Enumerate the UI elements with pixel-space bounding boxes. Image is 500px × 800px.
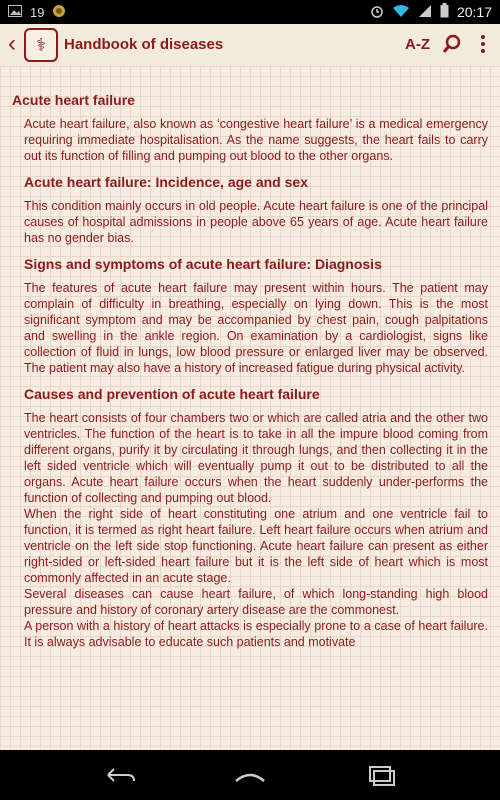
app-title: Handbook of diseases bbox=[64, 36, 224, 53]
nav-back-icon[interactable] bbox=[100, 763, 140, 787]
article-section-causes bbox=[24, 386, 488, 650]
article-section-diagnosis bbox=[24, 256, 488, 376]
a-z-index-button[interactable]: A-Z bbox=[405, 36, 430, 53]
article bbox=[12, 92, 488, 650]
signal-icon bbox=[418, 4, 432, 21]
overflow-menu-icon[interactable] bbox=[478, 33, 488, 55]
clock: 20:17 bbox=[456, 4, 492, 20]
status-bar bbox=[0, 0, 500, 24]
gallery-notification-icon bbox=[8, 5, 22, 20]
app-logo[interactable] bbox=[24, 28, 58, 62]
article-scroll-area[interactable] bbox=[0, 66, 500, 750]
article-title: Acute heart failure bbox=[12, 92, 135, 108]
wifi-icon bbox=[392, 4, 410, 21]
temperature-badge: 19 bbox=[30, 5, 45, 20]
article-paragraph: Several diseases can cause heart failure, of which long-standing high blood pressure and history of coronary artery disease are the commonest. bbox=[24, 587, 488, 617]
nav-home-icon[interactable] bbox=[230, 763, 270, 787]
article-paragraph: When the right side of heart constituting one atrium and one ventricle fail to function, it is termed as right heart failure. Left heart failure occurs when atrium and ventricle on the left side stop functioning. Acute heart failure can present as either right-sided or left-sided heart failure but it is the left side of heart which is most commonly affected in an acute stage. bbox=[24, 507, 488, 585]
back-chevron-icon[interactable]: ‹ bbox=[8, 30, 16, 57]
app-bar bbox=[0, 24, 500, 67]
system-navigation-bar bbox=[0, 750, 500, 800]
article-paragraph: The heart consists of four chambers two or which are called atria and the other two ventricles. The function of the heart is to take in all the impure blood coming from different organs, purify it by circulating it through lungs, and then collecting it in the left sided ventricle which will eventually pump it out to be distributed to all the organs. Acute heart failure occurs when the heart suddenly under-performs the function of collecting and pumping out blood. bbox=[24, 411, 488, 505]
article-paragraph: Acute heart failure, also known as ‘congestive heart failure’ is a medical emergency requiring immediate hospitalisation. As the name suggests, the heart fails to carry out its function of filling and pumping out blood to the other organs. bbox=[24, 117, 488, 163]
article-section-intro bbox=[24, 116, 488, 164]
caduceus-icon: ⚕ bbox=[36, 34, 46, 55]
article-paragraph: The features of acute heart failure may present within hours. The patient may complain of difficulty in breathing, especially on lying down. This is the most significant symptom and may be accompanied by chest pain, cough palpitations and swelling in the ankle region. On examination by a cardiologist, signs like collection of fluid in lungs, low blood pressure or enlarged liver may be observed. The patient may also have a history of increased fatigue during physical activity. bbox=[24, 281, 488, 375]
section-heading: Signs and symptoms of acute heart failure: Diagnosis bbox=[24, 256, 382, 272]
article-paragraph: A person with a history of heart attacks is especially prone to a case of heart failure. It is always advisable to educate such patients and motivate bbox=[24, 619, 488, 649]
alarm-icon bbox=[370, 4, 384, 21]
article-section-incidence bbox=[24, 174, 488, 246]
search-icon[interactable] bbox=[442, 33, 464, 55]
article-paragraph: This condition mainly occurs in old people. Acute heart failure is one of the principal causes of hospital admissions in people above 65 years of age. Acute heart failure has no gender bias. bbox=[24, 199, 488, 245]
app-notification-icon bbox=[52, 4, 66, 21]
nav-recents-icon[interactable] bbox=[360, 763, 400, 787]
battery-icon bbox=[440, 3, 449, 21]
section-heading: Acute heart failure: Incidence, age and sex bbox=[24, 174, 308, 190]
section-heading: Causes and prevention of acute heart failure bbox=[24, 386, 320, 402]
